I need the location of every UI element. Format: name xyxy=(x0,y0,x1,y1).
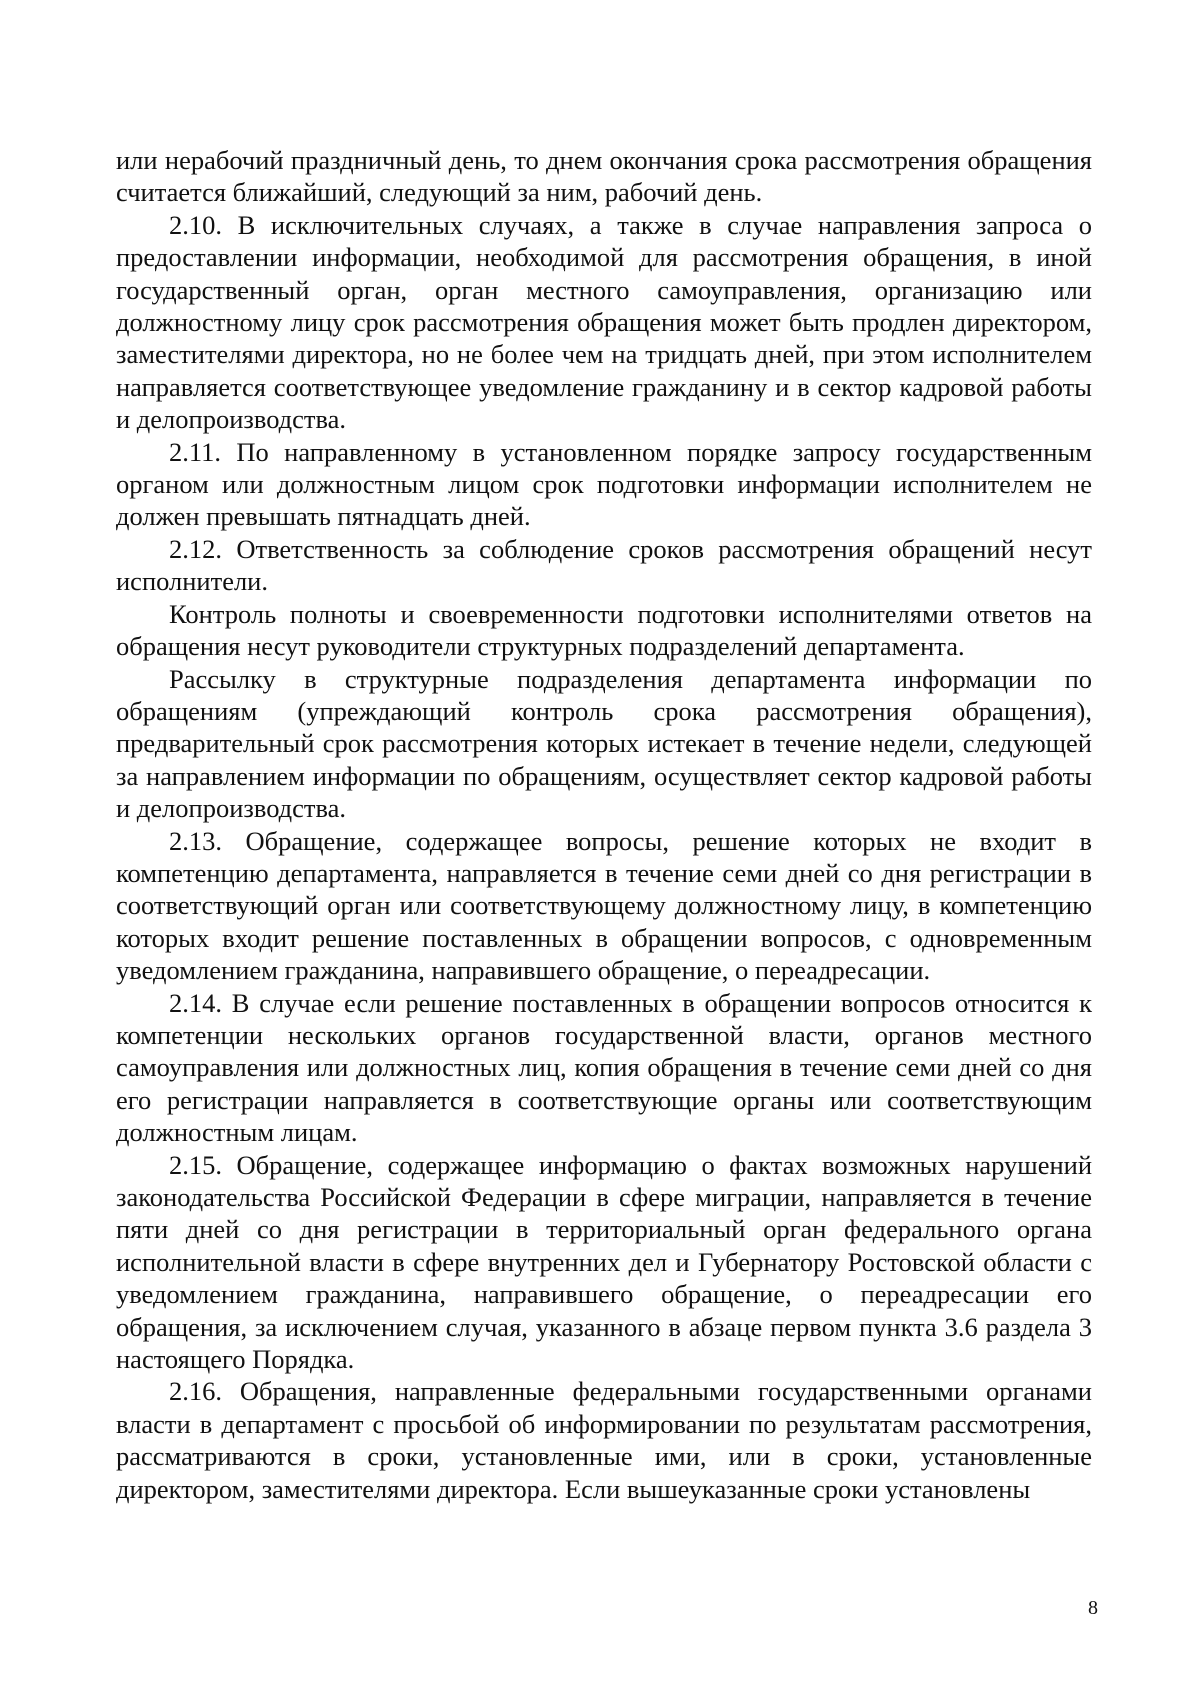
paragraph-continuation: или нерабочий праздничный день, то днем окончания срока рассмотрения обращения считается ближайший, следующий за ним, рабочий день. xyxy=(116,145,1092,208)
paragraph-control: Контроль полноты и своевременности подготовки исполнителями ответов на обращения несут руководители структурных подразделений департамента. xyxy=(116,598,1092,662)
paragraph-2-13: 2.13. Обращение, содержащее вопросы, решение которых не входит в компетенцию департамента, направляется в течение семи дней со дня регистрации в соответствующий орган или соответствующему должностному лицу, в компетенцию которых входит решение поставленных в обращении вопросов, с одновременным уведомлением гражданина, направившего обращение, о переадресации. xyxy=(116,825,1092,986)
page-number: 8 xyxy=(1088,1597,1098,1619)
paragraph-mailing: Рассылку в структурные подразделения департамента информации по обращениям (упреждающий контроль срока рассмотрения обращения), предварительный срок рассмотрения которых истекает в течение недели, следующей за направлением информации по обращениям, осуществляет сектор кадровой работы и делопроизводства. xyxy=(116,663,1092,824)
paragraph-2-12: 2.12. Ответственность за соблюдение сроков рассмотрения обращений несут исполнители. xyxy=(116,533,1092,597)
paragraph-2-15: 2.15. Обращение, содержащее информацию о фактах возможных нарушений законодательства Российской Федерации в сфере миграции, направляется в течение пяти дней со дня регистрации в территориальный орган федерального органа исполнительной власти в сфере внутренних дел и Губернатору Ростовской области с уведомлением гражданина, направившего обращение, о переадресации его обращения, за исключением случая, указанного в абзаце первом пункта 3.6 раздела 3 настоящего Порядка. xyxy=(116,1149,1092,1375)
paragraph-2-14: 2.14. В случае если решение поставленных в обращении вопросов относится к компетенции нескольких органов государственной власти, органов местного самоуправления или должностных лиц, копия обращения в течение семи дней со дня его регистрации направляется в соответствующие органы или соответствующим должностным лицам. xyxy=(116,987,1092,1148)
paragraph-2-10: 2.10. В исключительных случаях, а также в случае направления запроса о предоставлении информации, необходимой для рассмотрения обращения, в иной государственный орган, орган местного самоуправления, организацию или должностному лицу срок рассмотрения обращения может быть продлен директором, заместителями директора, но не более чем на тридцать дней, при этом исполнителем направляется соответствующее уведомление гражданину и в сектор кадровой работы и делопроизводства. xyxy=(116,209,1092,435)
paragraph-2-16: 2.16. Обращения, направленные федеральными государственными органами власти в департамент с просьбой об информировании по результатам рассмотрения, рассматриваются в сроки, установленные ими, или в сроки, установленные директором, заместителями директора. Если вышеуказанные сроки установлены xyxy=(116,1376,1092,1504)
paragraph-2-11: 2.11. По направленному в установленном порядке запросу государственным органом или должностным лицом срок подготовки информации исполнителем не должен превышать пятнадцать дней. xyxy=(116,436,1092,532)
document-page xyxy=(116,144,1092,1505)
